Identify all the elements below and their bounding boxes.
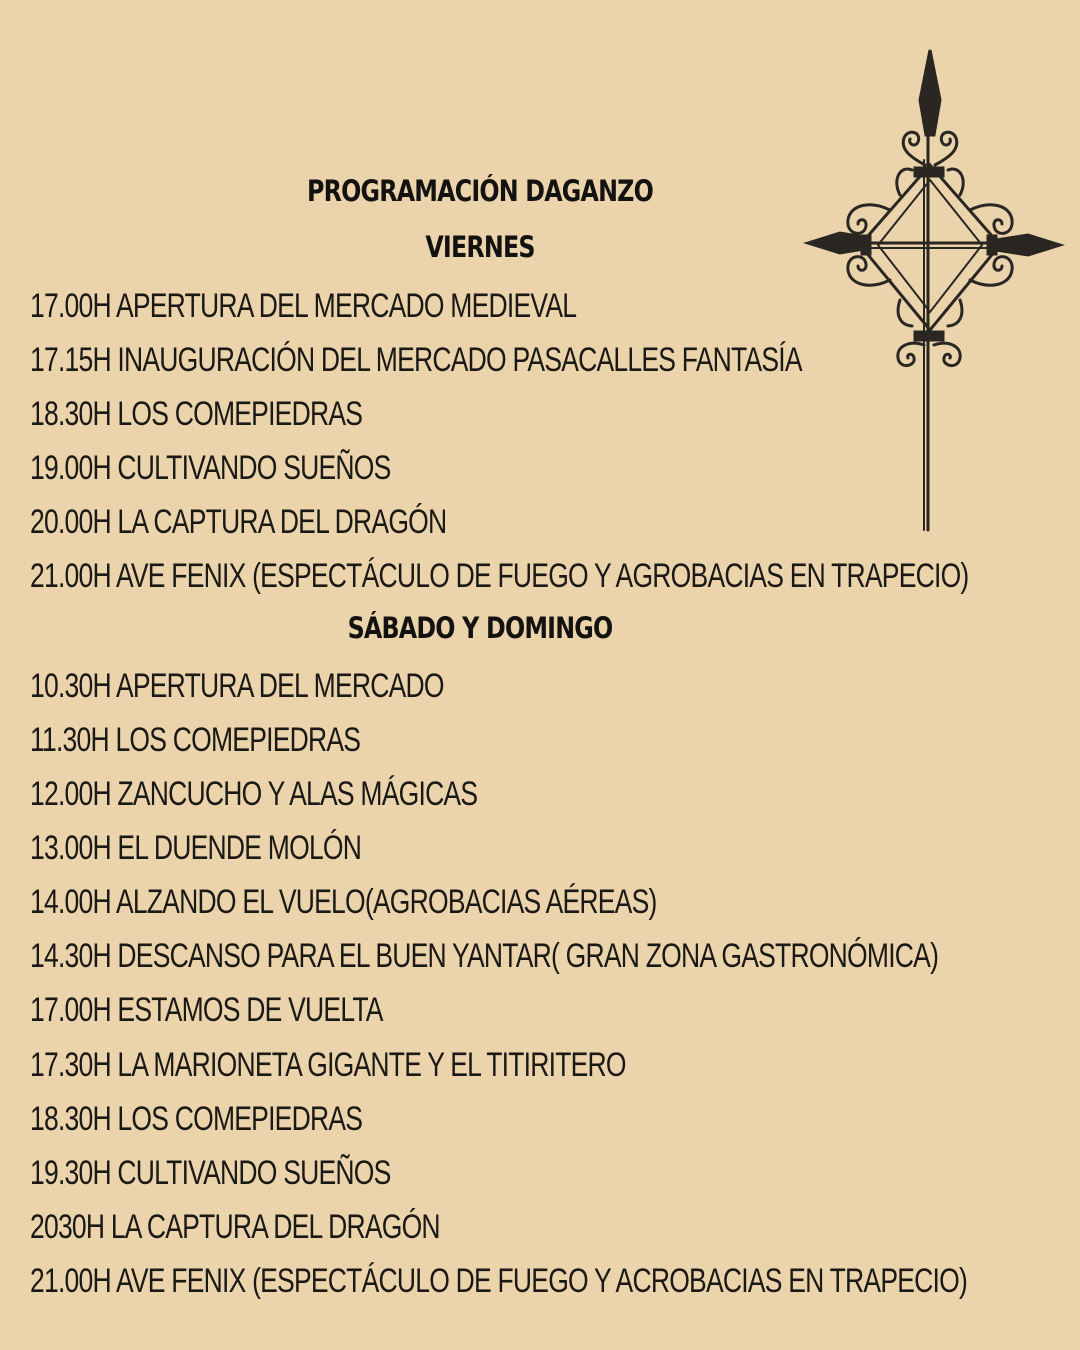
schedule-item: 14.00H ALZANDO EL VUELO(AGROBACIAS AÉREAS) <box>30 883 657 921</box>
schedule-item: 19.30H CULTIVANDO SUEÑOS <box>30 1154 391 1192</box>
schedule-item: 11.30H LOS COMEPIEDRAS <box>30 721 361 759</box>
page-title: PROGRAMACIÓN DAGANZO <box>307 174 653 208</box>
schedule-item: 14.30H DESCANSO PARA EL BUEN YANTAR( GRAN ZONA GASTRONÓMICA) <box>30 937 939 975</box>
schedule-item: 21.00H AVE FENIX (ESPECTÁCULO DE FUEGO Y ACROBACIAS EN TRAPECIO) <box>30 1262 968 1300</box>
schedule-item: 17.00H APERTURA DEL MERCADO MEDIEVAL <box>30 287 577 325</box>
schedule-item: 18.30H LOS COMEPIEDRAS <box>30 1100 363 1138</box>
schedule-item: 10.30H APERTURA DEL MERCADO <box>30 667 444 705</box>
ornamental-cross-icon <box>800 40 1068 540</box>
schedule-item: 19.00H CULTIVANDO SUEÑOS <box>30 449 391 487</box>
schedule-item: 2030H LA CAPTURA DEL DRAGÓN <box>30 1208 440 1246</box>
schedule-item: 18.30H LOS COMEPIEDRAS <box>30 395 363 433</box>
schedule-item: 13.00H EL DUENDE MOLÓN <box>30 829 362 867</box>
schedule-item: 17.00H ESTAMOS DE VUELTA <box>30 991 383 1029</box>
schedule-item: 20.00H LA CAPTURA DEL DRAGÓN <box>30 503 447 541</box>
schedule-item: 21.00H AVE FENIX (ESPECTÁCULO DE FUEGO Y AGROBACIAS EN TRAPECIO) <box>30 557 969 595</box>
schedule-item: 17.30H LA MARIONETA GIGANTE Y EL TITIRITERO <box>30 1046 626 1084</box>
schedule-item: 12.00H ZANCUCHO Y ALAS MÁGICAS <box>30 775 478 813</box>
schedule-item: 17.15H INAUGURACIÓN DEL MERCADO PASACALLES FANTASÍA <box>30 341 802 379</box>
section-heading-weekend: SÁBADO Y DOMINGO <box>347 611 613 645</box>
section-heading-friday: VIERNES <box>425 230 535 264</box>
